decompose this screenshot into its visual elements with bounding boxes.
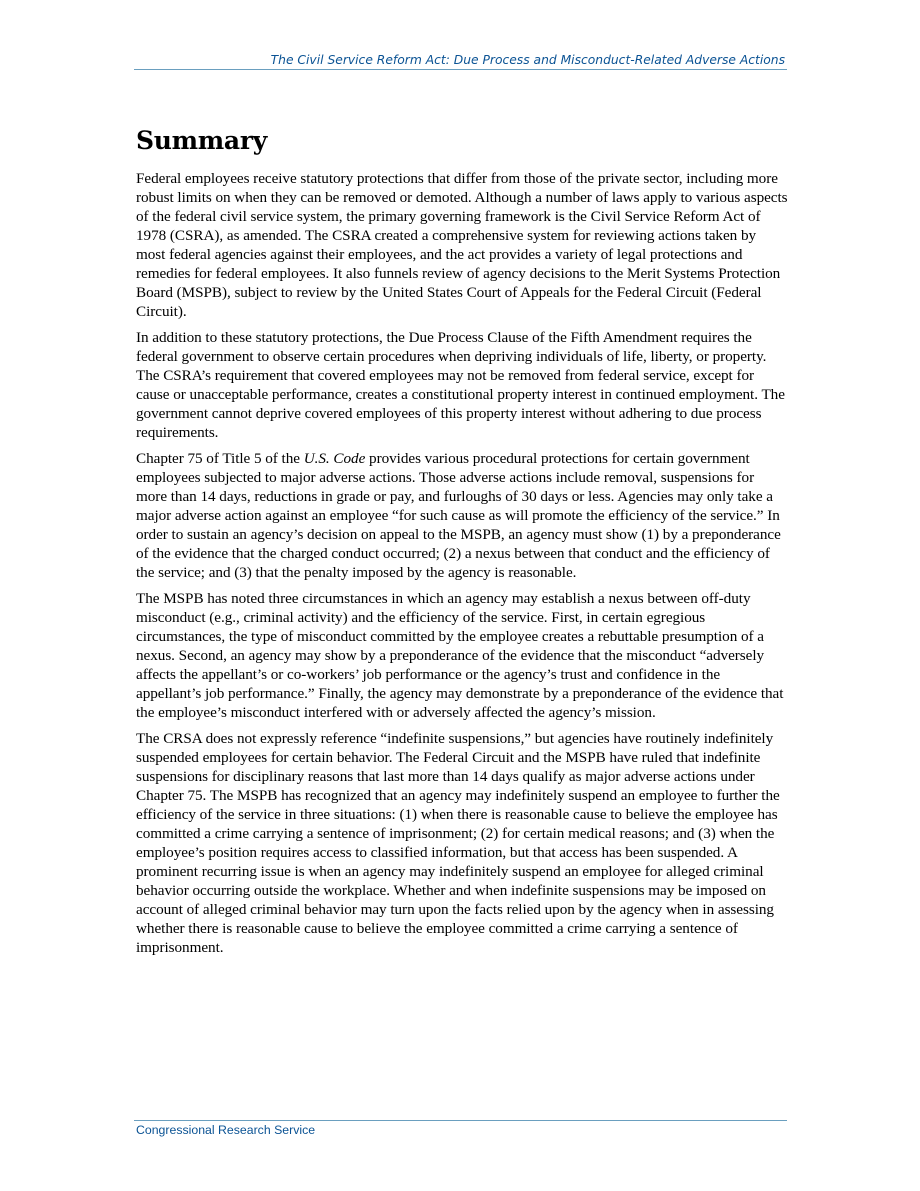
- running-header: [134, 53, 787, 70]
- paragraph-3-text-before: Chapter 75 of Title 5 of the: [136, 450, 304, 467]
- footer-divider: [134, 1120, 787, 1121]
- section-heading-summary: Summary: [136, 126, 267, 155]
- summary-paragraph-3: [136, 449, 788, 582]
- summary-paragraph-5: The CRSA does not expressly reference “indefinite suspensions,” but agencies have routinely indefinitely suspended employees for certain behavior. The Federal Circuit and the MSPB have ruled that indefinite suspensions for disciplinary reasons that last more than 14 days qualify as major adverse actions under Chapter 75. The MSPB has recognized that an agency may indefinitely suspend an employee to further the efficiency of the service in three situations: (1) when there is reasonable cause to believe the employee has committed a crime carrying a sentence of imprisonment; (2) for certain medical reasons; and (3) when the employee’s position requires access to classified information, but that access has been suspended. A prominent recurring issue is when an agency may indefinitely suspend an employee for alleged criminal behavior occurring outside the workplace. Whether and when indefinite suspensions may be imposed on account of alleged criminal behavior may turn upon the facts relied upon by the agency when in assessing whether there is reasonable cause to believe the employee committed a crime carrying a sentence of imprisonment.: [136, 730, 780, 956]
- us-code-citation: U.S. Code: [303, 450, 366, 467]
- summary-paragraph-1: Federal employees receive statutory protections that differ from those of the private sector, including more robust limits on when they can be removed or demoted. Although a number of laws apply to various aspects of the federal civil service system, the primary governing framework is the Civil Service Reform Act of 1978 (CSRA), as amended. The CSRA created a comprehensive system for reviewing actions taken by most federal agencies against their employees, and the act provides a variety of legal protections and remedies for federal employees. It also funnels review of agency decisions to the Merit Systems Protection Board (MSPB), subject to review by the United States Court of Appeals for the Federal Circuit (Federal Circuit).: [136, 170, 788, 320]
- paragraph-3-text-after: provides various procedural protections for certain government employees subjected to major adverse actions. Those adverse actions include removal, suspensions for more than 14 days, reductions in grade or pay, and furloughs of 30 days or less. Agencies may only take a major adverse action against an employee “for such cause as will promote the efficiency of the service.” In order to sustain an agency’s decision on appeal to the MSPB, an agency must show (1) by a preponderance of the evidence that the charged conduct occurred; (2) a nexus between that conduct and the efficiency of the service; and (3) that the penalty imposed by the agency is reasonable.: [136, 450, 781, 581]
- footer-organization: Congressional Research Service: [136, 1123, 316, 1137]
- document-body: [136, 124, 788, 964]
- summary-paragraph-4: The MSPB has noted three circumstances in which an agency may establish a nexus between off-duty misconduct (e.g., criminal activity) and the efficiency of the service. First, in certain egregious circumstances, the type of misconduct committed by the employee creates a rebuttable presumption of a nexus. Second, an agency may show by a preponderance of the evidence that the misconduct “adversely affects the appellant’s or co-workers’ job performance or the agency’s trust and confidence in the appellant’s job performance.” Finally, the agency may demonstrate by a preponderance of the evidence that the employee’s misconduct interfered with or adversely affected the agency’s mission.: [136, 590, 784, 721]
- summary-paragraph-2: In addition to these statutory protections, the Due Process Clause of the Fifth Amendment requires the federal government to observe certain procedures when depriving individuals of life, liberty, or property. The CSRA’s requirement that covered employees may not be removed from federal service, except for cause or unacceptable performance, creates a constitutional property interest in continued employment. The government cannot deprive covered employees of this property interest without adhering to due process requirements.: [136, 329, 785, 441]
- running-header-title: The Civil Service Reform Act: Due Process and Misconduct-Related Adverse Actions: [270, 53, 785, 67]
